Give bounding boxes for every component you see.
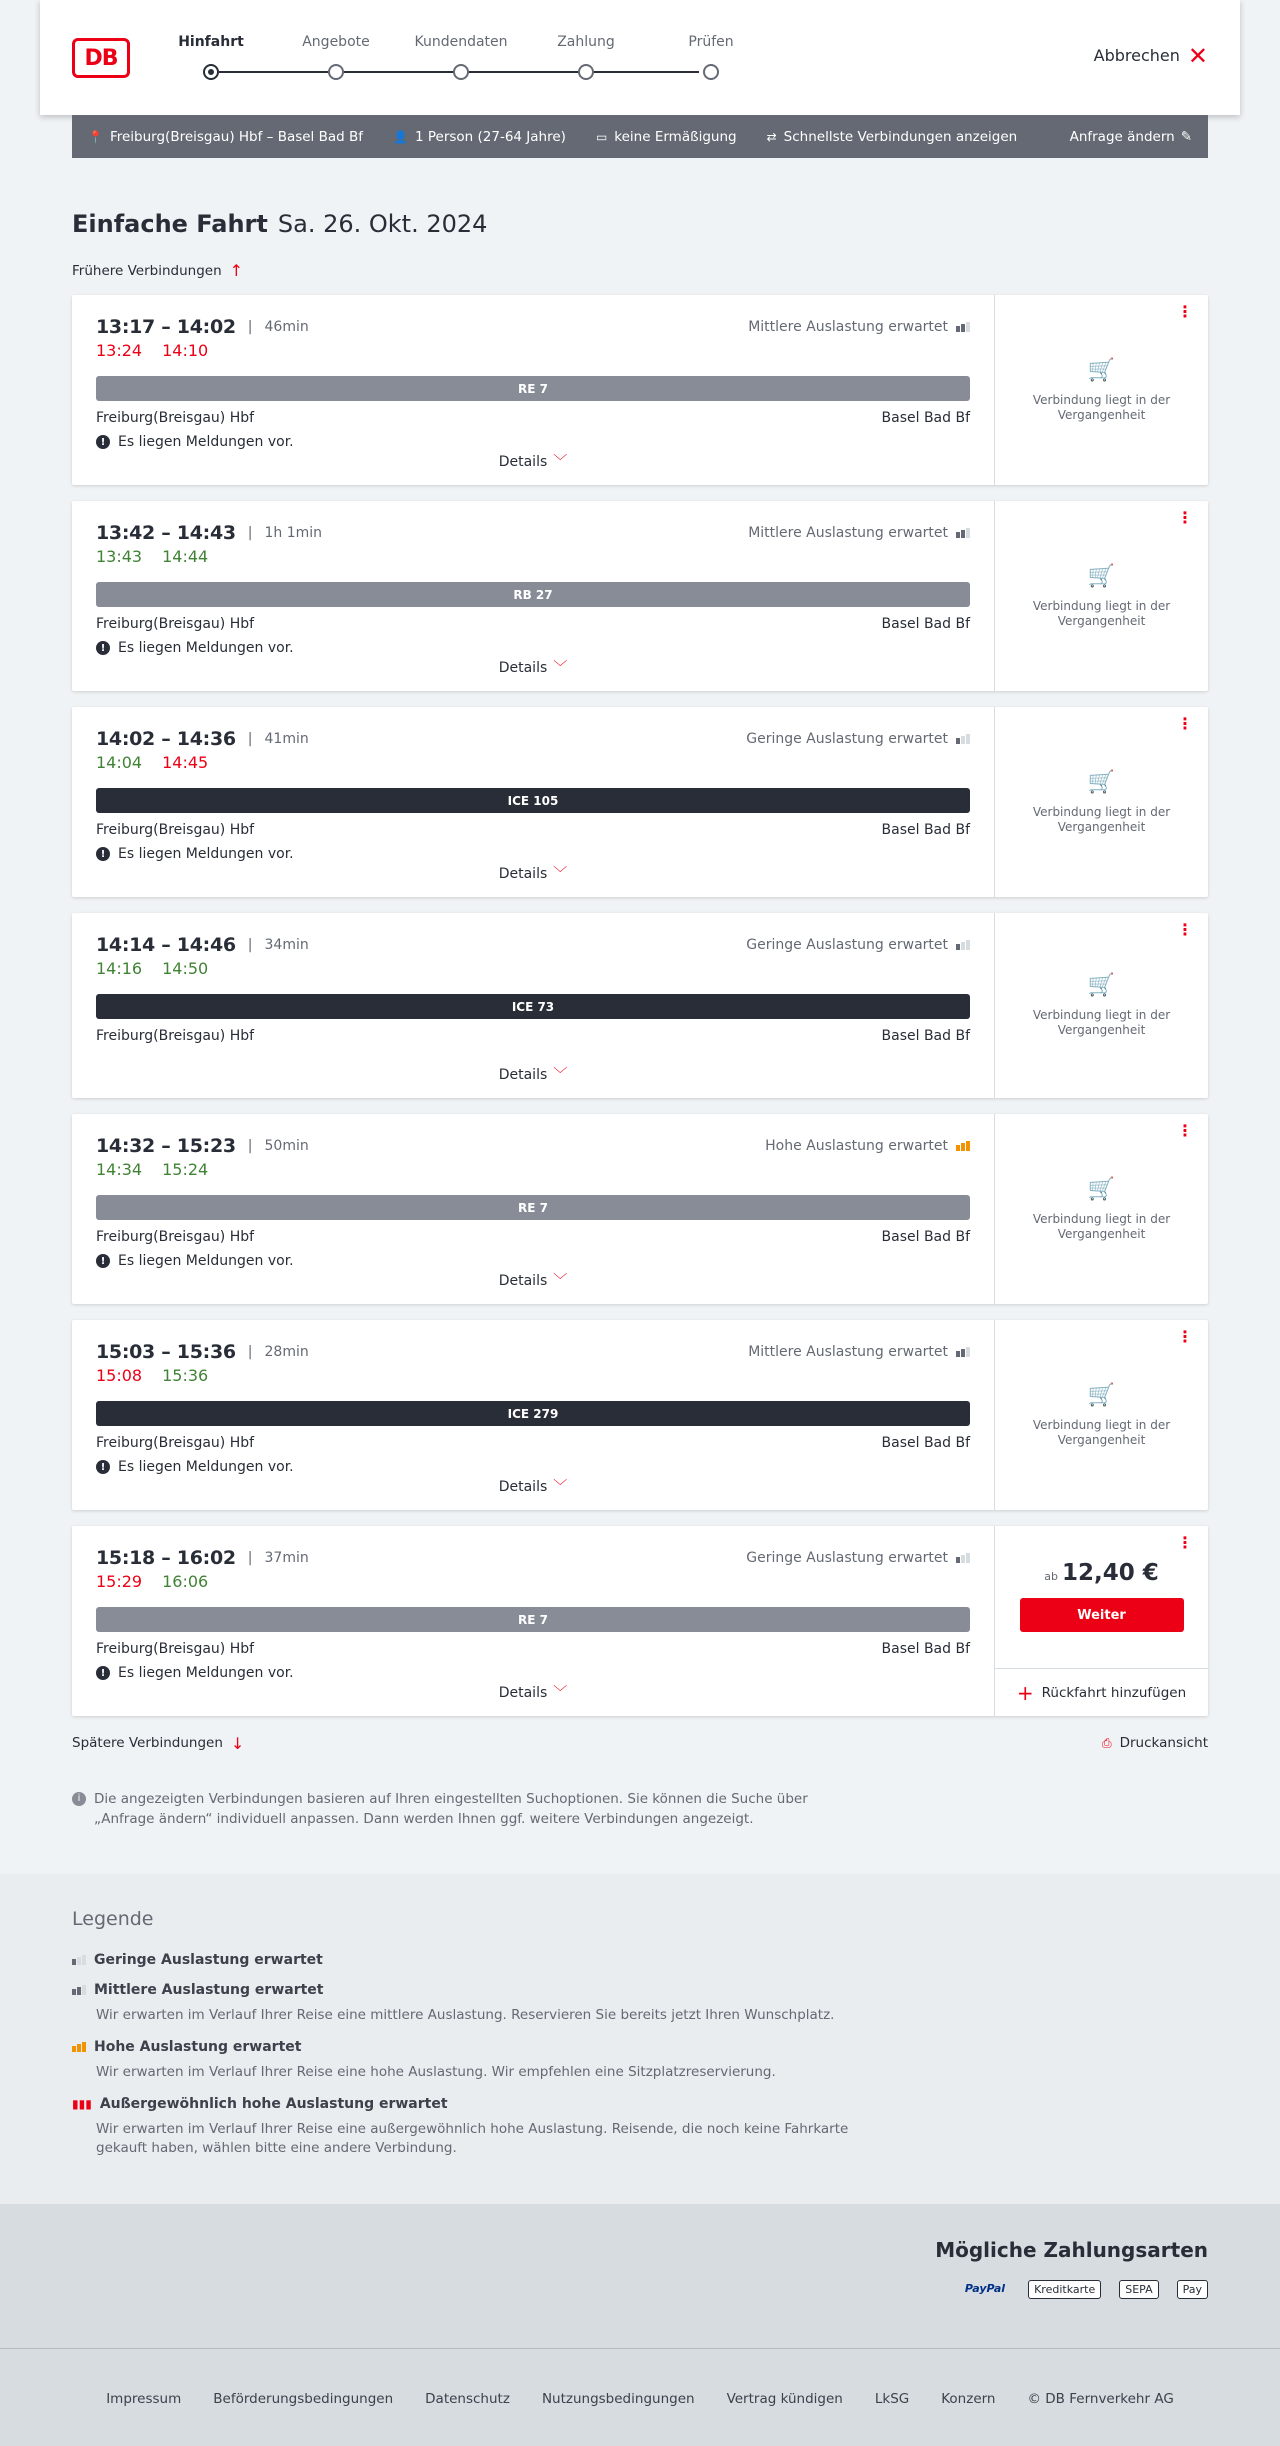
- details-toggle[interactable]: [499, 1685, 568, 1701]
- train-bar[interactable]: RE 7: [96, 1607, 970, 1632]
- past-connection-text: Verbindung liegt in der Vergangenheit: [1032, 1008, 1171, 1037]
- train-bar[interactable]: ICE 73: [96, 994, 970, 1019]
- footer-link[interactable]: LkSG: [874, 2391, 910, 2407]
- cart-unavailable-icon: 🛒: [1087, 357, 1116, 383]
- occupancy-extreme-icon: ▮▮▮: [72, 2097, 92, 2111]
- realtime-arrival: 15:24: [162, 1160, 209, 1179]
- notice: [96, 1253, 970, 1269]
- legend-title: Legende: [72, 1908, 154, 1930]
- destination-station: Basel Bad Bf: [881, 616, 970, 632]
- close-icon: ✕: [1187, 41, 1208, 70]
- legend-heading: Geringe Auslastung erwartet: [94, 1952, 323, 1968]
- chevron-down-icon: ﹀: [553, 1273, 568, 1289]
- separator: |: [247, 319, 253, 335]
- step-2[interactable]: [276, 34, 396, 56]
- chevron-down-icon: ﹀: [553, 454, 568, 470]
- footer-link[interactable]: Impressum: [106, 2391, 182, 2407]
- payment-method-icon: Pay: [1177, 2280, 1208, 2299]
- footer-link[interactable]: Datenschutz: [425, 2391, 510, 2407]
- location-pin-icon: 📍: [88, 129, 103, 144]
- step-label: Zahlung: [557, 34, 615, 50]
- earlier-connections-link[interactable]: [72, 261, 243, 280]
- separator: |: [247, 525, 253, 541]
- step-label: Prüfen: [688, 34, 734, 50]
- details-toggle[interactable]: [499, 866, 568, 882]
- footer-link[interactable]: Vertrag kündigen: [726, 2391, 843, 2407]
- connection-offer: [994, 913, 1208, 1098]
- more-options-icon[interactable]: ⋮: [1177, 714, 1192, 733]
- details-toggle[interactable]: [499, 660, 568, 676]
- payment-title: Mögliche Zahlungsarten: [935, 2238, 1208, 2262]
- page-title: [72, 210, 1208, 238]
- notice-text: Es liegen Meldungen vor.: [118, 1253, 294, 1269]
- step-dot: [703, 64, 719, 80]
- occupancy: [746, 1550, 970, 1566]
- persons-text: 1 Person (27-64 Jahre): [414, 128, 566, 145]
- price-prefix: ab: [1044, 1570, 1058, 1583]
- chevron-down-icon: ﹀: [553, 660, 568, 676]
- route-text: Freiburg(Breisgau) Hbf – Basel Bad Bf: [109, 128, 364, 145]
- realtime-departure: 14:34: [96, 1160, 143, 1179]
- separator: |: [247, 1138, 253, 1154]
- occupancy-icon: [956, 1553, 970, 1563]
- separator: |: [247, 937, 253, 953]
- occupancy-label: Mittlere Auslastung erwartet: [748, 525, 948, 541]
- details-label: Details: [498, 866, 548, 882]
- notice: [96, 1459, 970, 1475]
- realtime-arrival: 14:45: [162, 753, 209, 772]
- details-label: Details: [498, 454, 548, 470]
- footer-link[interactable]: © DB Fernverkehr AG: [1027, 2391, 1174, 2407]
- legend-text: Wir erwarten im Verlauf Ihrer Reise eine außergewöhnlich hohe Auslastung. Reisende, die noch keine Fahrkarte gekauft haben, wählen bitte eine andere Verbindung.: [96, 2121, 849, 2156]
- train-bar[interactable]: ICE 279: [96, 1401, 970, 1426]
- chevron-down-icon: ﹀: [553, 1685, 568, 1701]
- realtime-departure: 15:29: [96, 1572, 143, 1591]
- arrow-up-icon: ↑: [229, 261, 244, 280]
- step-dot: [328, 64, 344, 80]
- step-4[interactable]: [526, 34, 646, 56]
- price-value: 12,40 €: [1061, 1560, 1159, 1586]
- cart-unavailable-icon: 🛒: [1087, 1176, 1116, 1202]
- step-1[interactable]: [151, 34, 271, 56]
- details-toggle[interactable]: [499, 454, 568, 470]
- progress-steps: [178, 34, 734, 84]
- connection-card[interactable]: [72, 707, 1208, 897]
- duration: 46min: [264, 319, 309, 335]
- planned-times: 15:03 – 15:36: [96, 1341, 236, 1363]
- planned-times: 15:18 – 16:02: [96, 1547, 236, 1569]
- more-options-icon[interactable]: ⋮: [1177, 1121, 1192, 1140]
- trip-type: Einfache Fahrt: [72, 210, 268, 238]
- cart-unavailable-icon: 🛒: [1087, 1382, 1116, 1408]
- origin-station: Freiburg(Breisgau) Hbf: [96, 822, 255, 838]
- connection-offer: [994, 1114, 1208, 1304]
- step-dot: [578, 64, 594, 80]
- occupancy-label: Geringe Auslastung erwartet: [746, 731, 948, 747]
- separator: |: [247, 1550, 253, 1566]
- plus-icon: +: [1016, 1680, 1034, 1705]
- details-label: Details: [498, 1273, 548, 1289]
- footer-link[interactable]: Nutzungsbedingungen: [541, 2391, 695, 2407]
- planned-times: 14:32 – 15:23: [96, 1135, 236, 1157]
- realtime-departure: 14:04: [96, 753, 143, 772]
- legend-heading: Mittlere Auslastung erwartet: [94, 1982, 324, 1998]
- connection-card[interactable]: [72, 913, 1208, 1098]
- cancel-button[interactable]: [1093, 41, 1208, 70]
- alert-icon: !: [96, 435, 110, 449]
- connection-main: [72, 707, 994, 897]
- destination-station: Basel Bad Bf: [881, 1641, 970, 1657]
- footer-link[interactable]: Konzern: [941, 2391, 996, 2407]
- step-label: Kundendaten: [414, 34, 508, 50]
- alert-icon: !: [96, 1254, 110, 1268]
- connection-offer: [994, 1526, 1208, 1716]
- occupancy-icon: [956, 322, 970, 332]
- origin-station: Freiburg(Breisgau) Hbf: [96, 616, 255, 632]
- occupancy-icon: [956, 940, 970, 950]
- legend-item: [72, 1982, 1208, 2025]
- origin-station: Freiburg(Breisgau) Hbf: [96, 410, 255, 426]
- occupancy-icon: [956, 734, 970, 744]
- more-options-icon[interactable]: ⋮: [1177, 508, 1192, 527]
- occupancy: [746, 937, 970, 953]
- print-view-link[interactable]: [1102, 1734, 1208, 1752]
- cart-unavailable-icon: 🛒: [1087, 563, 1116, 589]
- notice-text: Es liegen Meldungen vor.: [118, 434, 294, 450]
- alert-icon: !: [96, 641, 110, 655]
- connection-main: [72, 1526, 994, 1716]
- occupancy-icon: [72, 1955, 86, 1965]
- origin-station: Freiburg(Breisgau) Hbf: [96, 1028, 255, 1044]
- separator: |: [247, 1344, 253, 1360]
- connection-main: [72, 295, 994, 485]
- alert-icon: !: [96, 1460, 110, 1474]
- occupancy: [765, 1138, 970, 1154]
- continue-button[interactable]: Weiter: [1020, 1598, 1184, 1632]
- realtime-arrival: 14:10: [162, 341, 209, 360]
- cart-unavailable-icon: 🛒: [1087, 973, 1116, 998]
- notice: [96, 846, 970, 862]
- train-bar[interactable]: RB 27: [96, 582, 970, 607]
- more-options-icon[interactable]: ⋮: [1177, 302, 1192, 321]
- duration: 28min: [264, 1344, 309, 1360]
- connection-main: [72, 1114, 994, 1304]
- realtime-departure: 13:24: [96, 341, 143, 360]
- destination-station: Basel Bad Bf: [881, 1028, 970, 1044]
- notice: [96, 434, 970, 450]
- step-5[interactable]: [651, 34, 771, 56]
- fastest-text: Schnellste Verbindungen anzeigen: [783, 128, 1018, 145]
- realtime-arrival: 16:06: [162, 1572, 209, 1591]
- add-return-trip-button[interactable]: [995, 1668, 1208, 1716]
- train-bar[interactable]: RE 7: [96, 1195, 970, 1220]
- connection-offer: [994, 295, 1208, 485]
- header: [40, 0, 1240, 115]
- destination-station: Basel Bad Bf: [881, 1435, 970, 1451]
- chevron-down-icon: ﹀: [553, 1479, 568, 1495]
- planned-times: 13:17 – 14:02: [96, 316, 236, 338]
- price: [1044, 1560, 1159, 1586]
- search-info-note: [72, 1789, 832, 1829]
- footer-link[interactable]: Beförderungsbedingungen: [213, 2391, 394, 2407]
- occupancy-label: Mittlere Auslastung erwartet: [748, 1344, 948, 1360]
- print-icon: ⎙: [1102, 1735, 1112, 1750]
- occupancy-icon: [72, 1985, 86, 1995]
- past-connection-text: Verbindung liegt in der Vergangenheit: [1032, 1211, 1171, 1241]
- arrow-down-icon: ↓: [230, 1733, 245, 1753]
- info-text: Die angezeigten Verbindungen basieren auf Ihren eingestellten Suchoptionen. Sie können die Suche über „Anfrage ändern“ individuell anpassen. Dann werden Ihnen ggf. weitere Verbindungen angezeigt.: [94, 1791, 808, 1827]
- chevron-down-icon: ﹀: [553, 866, 568, 882]
- details-toggle[interactable]: [499, 1067, 568, 1083]
- occupancy: [748, 1344, 970, 1360]
- pencil-icon: ✎: [1180, 128, 1192, 145]
- occupancy: [748, 525, 970, 541]
- earlier-label: Frühere Verbindungen: [72, 262, 222, 279]
- connection-offer: [994, 707, 1208, 897]
- details-label: Details: [498, 1685, 548, 1701]
- realtime-arrival: 14:44: [162, 547, 209, 566]
- occupancy-label: Geringe Auslastung erwartet: [746, 937, 948, 953]
- legend-item: [72, 2039, 1208, 2082]
- destination-station: Basel Bad Bf: [881, 822, 970, 838]
- destination-station: Basel Bad Bf: [881, 410, 970, 426]
- details-label: Details: [498, 660, 548, 676]
- planned-times: 13:42 – 14:43: [96, 522, 236, 544]
- connection-card[interactable]: [72, 1320, 1208, 1510]
- step-label: Angebote: [302, 34, 370, 50]
- occupancy-label: Hohe Auslastung erwartet: [765, 1138, 948, 1154]
- legend-section: [0, 1874, 1280, 2204]
- payment-section: [0, 2204, 1280, 2348]
- occupancy-icon: [956, 1347, 970, 1357]
- connection-card[interactable]: [72, 501, 1208, 691]
- edit-request-label: Anfrage ändern: [1069, 128, 1175, 145]
- add-return-label: Rückfahrt hinzufügen: [1041, 1684, 1187, 1701]
- duration: 1h 1min: [264, 525, 323, 541]
- train-bar[interactable]: ICE 105: [96, 788, 970, 813]
- duration: 37min: [264, 1550, 309, 1566]
- duration: 50min: [264, 1138, 309, 1154]
- connection-list: [72, 295, 1208, 1716]
- discount-text: keine Ermäßigung: [614, 128, 737, 145]
- notice-text: Es liegen Meldungen vor.: [118, 1665, 294, 1681]
- duration: 34min: [264, 937, 309, 953]
- notice: [96, 1665, 970, 1681]
- footer: [0, 2348, 1280, 2446]
- db-logo[interactable]: DB: [72, 38, 130, 78]
- occupancy-label: Mittlere Auslastung erwartet: [748, 319, 948, 335]
- payment-method-icon: Kreditkarte: [1028, 2280, 1101, 2299]
- realtime-departure: 13:43: [96, 547, 143, 566]
- past-connection-text: Verbindung liegt in der Vergangenheit: [1032, 1417, 1171, 1447]
- connection-card[interactable]: [72, 1526, 1208, 1716]
- occupancy: [746, 731, 970, 747]
- details-toggle[interactable]: [499, 1479, 568, 1495]
- destination-station: Basel Bad Bf: [881, 1229, 970, 1245]
- duration: 41min: [264, 731, 309, 747]
- past-connection-text: Verbindung liegt in der Vergangenheit: [1032, 804, 1171, 834]
- origin-station: Freiburg(Breisgau) Hbf: [96, 1641, 255, 1657]
- notice-text: Es liegen Meldungen vor.: [118, 846, 294, 862]
- notice-text: Es liegen Meldungen vor.: [118, 640, 294, 656]
- cancel-label: Abbrechen: [1093, 46, 1180, 65]
- train-bar[interactable]: RE 7: [96, 376, 970, 401]
- bahncard-icon: ▭: [595, 129, 608, 144]
- payment-method-icon: PayPal: [964, 2282, 1006, 2295]
- origin-station: Freiburg(Breisgau) Hbf: [96, 1229, 255, 1245]
- step-3[interactable]: [401, 34, 521, 56]
- legend-heading: Außergewöhnlich hohe Auslastung erwartet: [99, 2096, 448, 2112]
- legend-text: Wir erwarten im Verlauf Ihrer Reise eine mittlere Auslastung. Reservieren Sie bereits jetzt Ihren Wunschplatz.: [96, 2007, 835, 2023]
- step-label: Hinfahrt: [178, 34, 244, 50]
- realtime-departure: 14:16: [96, 959, 143, 978]
- connection-main: [72, 501, 994, 691]
- legend-heading: Hohe Auslastung erwartet: [94, 2039, 302, 2055]
- search-summary: [72, 115, 1208, 158]
- print-label: Druckansicht: [1119, 1735, 1208, 1751]
- planned-times: 14:14 – 14:46: [96, 934, 236, 956]
- legend-item: [72, 1952, 1208, 1968]
- occupancy-icon: [72, 2042, 86, 2052]
- legend-text: Wir erwarten im Verlauf Ihrer Reise eine hohe Auslastung. Wir empfehlen eine Sitzplatzreservierung.: [96, 2064, 776, 2080]
- more-options-icon[interactable]: ⋮: [1177, 1533, 1192, 1552]
- details-label: Details: [498, 1067, 548, 1083]
- step-dot: [203, 64, 219, 80]
- origin-station: Freiburg(Breisgau) Hbf: [96, 1435, 255, 1451]
- person-icon: 👤: [393, 129, 408, 144]
- connection-offer: [994, 1320, 1208, 1510]
- connection-main: [72, 913, 994, 1098]
- occupancy: [748, 319, 970, 335]
- details-label: Details: [498, 1479, 548, 1495]
- details-toggle[interactable]: [499, 1273, 568, 1289]
- occupancy-icon: [956, 528, 970, 538]
- alert-icon: !: [96, 1666, 110, 1680]
- realtime-departure: 15:08: [96, 1366, 143, 1385]
- swap-icon: ⇄: [766, 129, 777, 144]
- info-icon: i: [72, 1792, 86, 1806]
- more-options-icon[interactable]: ⋮: [1177, 920, 1192, 939]
- more-options-icon[interactable]: ⋮: [1177, 1327, 1192, 1346]
- separator: |: [247, 731, 253, 747]
- connection-card[interactable]: [72, 1114, 1208, 1304]
- connection-offer: [994, 501, 1208, 691]
- step-dot: [453, 64, 469, 80]
- trip-date: Sa. 26. Okt. 2024: [277, 210, 488, 238]
- realtime-arrival: 14:50: [162, 959, 209, 978]
- planned-times: 14:02 – 14:36: [96, 728, 236, 750]
- alert-icon: !: [96, 847, 110, 861]
- chevron-down-icon: ﹀: [553, 1067, 568, 1083]
- occupancy-icon: [956, 1141, 970, 1151]
- past-connection-text: Verbindung liegt in der Vergangenheit: [1032, 392, 1171, 422]
- edit-request-button[interactable]: [1070, 129, 1192, 145]
- cart-unavailable-icon: 🛒: [1087, 769, 1116, 795]
- realtime-arrival: 15:36: [162, 1366, 209, 1385]
- later-label: Spätere Verbindungen: [72, 1735, 223, 1751]
- legend-item: [72, 2096, 1208, 2158]
- occupancy-label: Geringe Auslastung erwartet: [746, 1550, 948, 1566]
- past-connection-text: Verbindung liegt in der Vergangenheit: [1032, 598, 1171, 628]
- connection-main: [72, 1320, 994, 1510]
- payment-method-icon: SEPA: [1119, 2280, 1158, 2299]
- connection-card[interactable]: [72, 295, 1208, 485]
- later-connections-link[interactable]: [72, 1734, 244, 1752]
- notice-text: Es liegen Meldungen vor.: [118, 1459, 294, 1475]
- notice: [96, 640, 970, 656]
